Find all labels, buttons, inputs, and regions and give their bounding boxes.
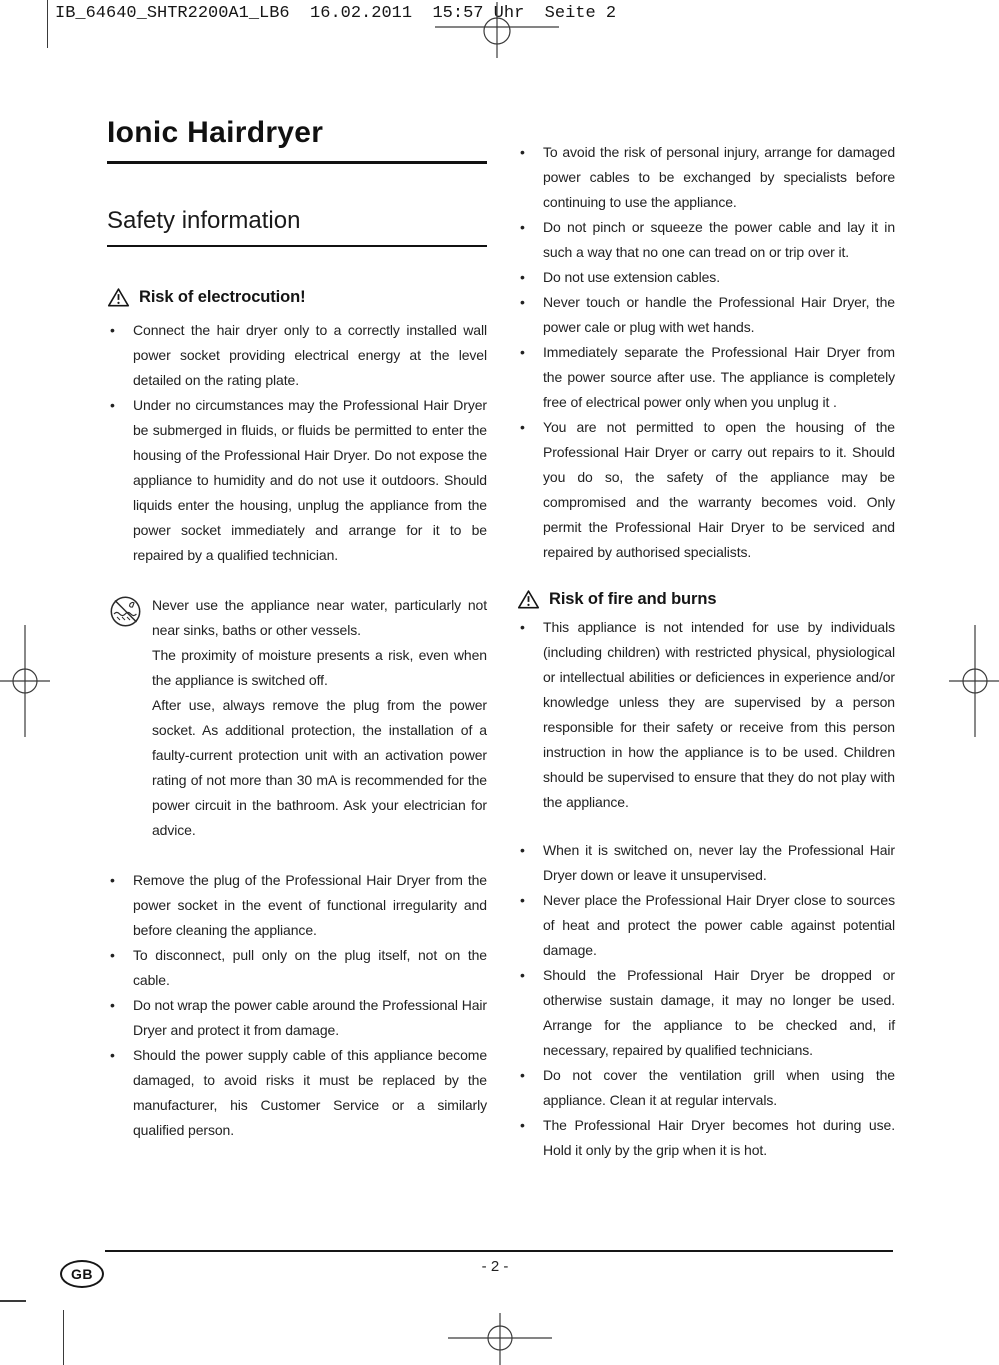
bullet-item: • Connect the hair dryer only to a correctly installed wall power socket providing electrical energy at the level detailed on the rating plate. <box>107 318 487 393</box>
paragraph-gap <box>517 815 895 838</box>
crop-mark-top-left <box>47 0 48 48</box>
bullet-item: • Remove the plug of the Professional Hair Dryer from the power socket in the event of functional irregularity and before cleaning the appliance. <box>107 868 487 943</box>
bullet-item: • When it is switched on, never lay the Professional Hair Dryer down or leave it unsupervised. <box>517 838 895 888</box>
bullet-item: • Under no circumstances may the Professional Hair Dryer be submerged in fluids, or fluids be permitted to enter the housing of the Professional Hair Dryer. Do not expose the appliance to humidity and do not use it outdoors. Should liquids enter the housing, unplug the appliance from the power socket immediately and arrange for it to be repaired by a qualified technician. <box>107 393 487 568</box>
registration-mark-bottom <box>448 1313 552 1365</box>
bullet-item: • Should the Professional Hair Dryer be dropped or otherwise sustain damage, it may no longer be used. Arrange for the appliance to be checked and, if necessary, repaired by qualified technicians. <box>517 963 895 1063</box>
bullet-item: • Should the power supply cable of this appliance become damaged, to avoid risks it must be replaced by the manufacturer, his Customer Service or a similarly qualified person. <box>107 1043 487 1143</box>
bullet-item: • The Professional Hair Dryer becomes hot during use. Hold it only by the grip when it is hot. <box>517 1113 895 1163</box>
page-number: - 2 - <box>481 1258 509 1275</box>
crop-mark-bottom-left-h <box>0 1300 26 1302</box>
warning-triangle-icon <box>517 589 540 610</box>
footer-rule <box>105 1250 893 1252</box>
water-warning-paragraph <box>107 593 487 843</box>
cable-safety-bullet-list <box>517 140 895 565</box>
page-title: Ionic Hairdryer <box>107 116 324 149</box>
bullet-item: • To avoid the risk of personal injury, arrange for damaged power cables to be exchanged by specialists before continuing to use the appliance. <box>517 140 895 215</box>
crop-mark-bottom-left-v <box>63 1310 64 1365</box>
bullet-item: • Do not pinch or squeeze the power cable and lay it in such a way that no one can tread on or trip over it. <box>517 215 895 265</box>
bullet-item: • This appliance is not intended for use by individuals (including children) with restricted physical, physiological or intellectual abilities or deficiences in experience and/or knowledge unless they are supervised by a person responsible for their safety or receive from this person instruction in how the appliance is to be used. Children should be supervised to ensure that they do not play with the appliance. <box>517 615 895 815</box>
bullet-item: • To disconnect, pull only on the plug itself, not on the cable. <box>107 943 487 993</box>
water-warning-line: Never use the appliance near water, particularly not near sinks, baths or other vessels. <box>152 597 487 638</box>
supervision-bullet-list <box>517 615 895 815</box>
section-title: Safety information <box>107 207 301 234</box>
water-warning-line: The proximity of moisture presents a risk, even when the appliance is switched off. <box>152 647 487 688</box>
water-warning-line: After use, always remove the plug from the power socket. As additional protection, the installation of a faulty-current protection unit with an activation power rating of not more than 30 mA is recommended for the power circuit in the bathroom. Ask your electrician for advice. <box>152 697 487 838</box>
warning-heading-label: Risk of electrocution! <box>139 288 306 306</box>
left-column <box>107 285 487 1143</box>
warning-heading-electrocution <box>107 285 487 310</box>
handling-bullet-list <box>107 868 487 1143</box>
language-badge-gb: GB <box>60 1260 104 1288</box>
bullet-item: • Never place the Professional Hair Dryer close to sources of heat and protect the power cable against potential damage. <box>517 888 895 963</box>
section-underline <box>107 245 487 247</box>
usage-bullet-list <box>517 838 895 1163</box>
no-hairdryer-near-water-icon <box>109 595 142 628</box>
registration-mark-top <box>433 0 561 60</box>
bullet-item: • You are not permitted to open the housing of the Professional Hair Dryer or carry out repairs to it. Should you do so, the safety of the appliance may be compromised and the warranty becomes void. Only permit the Professional Hair Dryer to be serviced and repaired by authorised specialists. <box>517 415 895 565</box>
warning-triangle-icon <box>107 287 130 308</box>
warning-heading-fire <box>517 587 895 612</box>
bullet-item: • Never touch or handle the Professional Hair Dryer, the power cale or plug with wet hands. <box>517 290 895 340</box>
bullet-item: • Do not cover the ventilation grill when using the appliance. Clean it at regular intervals. <box>517 1063 895 1113</box>
bullet-item: • Do not use extension cables. <box>517 265 895 290</box>
warning-heading-label: Risk of fire and burns <box>549 590 717 608</box>
bullet-item: • Do not wrap the power cable around the Professional Hair Dryer and protect it from damage. <box>107 993 487 1043</box>
right-column <box>517 140 895 1163</box>
registration-mark-left <box>0 625 52 739</box>
title-underline <box>107 161 487 164</box>
registration-mark-right <box>947 625 999 739</box>
bullet-item: • Immediately separate the Professional Hair Dryer from the power source after use. The appliance is completely free of electrical power only when you unplug it . <box>517 340 895 415</box>
print-slug: IB_64640_SHTR2200A1_LB6 16.02.2011 15:57 Uhr Seite 2 <box>55 4 617 23</box>
electrocution-bullet-list <box>107 318 487 568</box>
